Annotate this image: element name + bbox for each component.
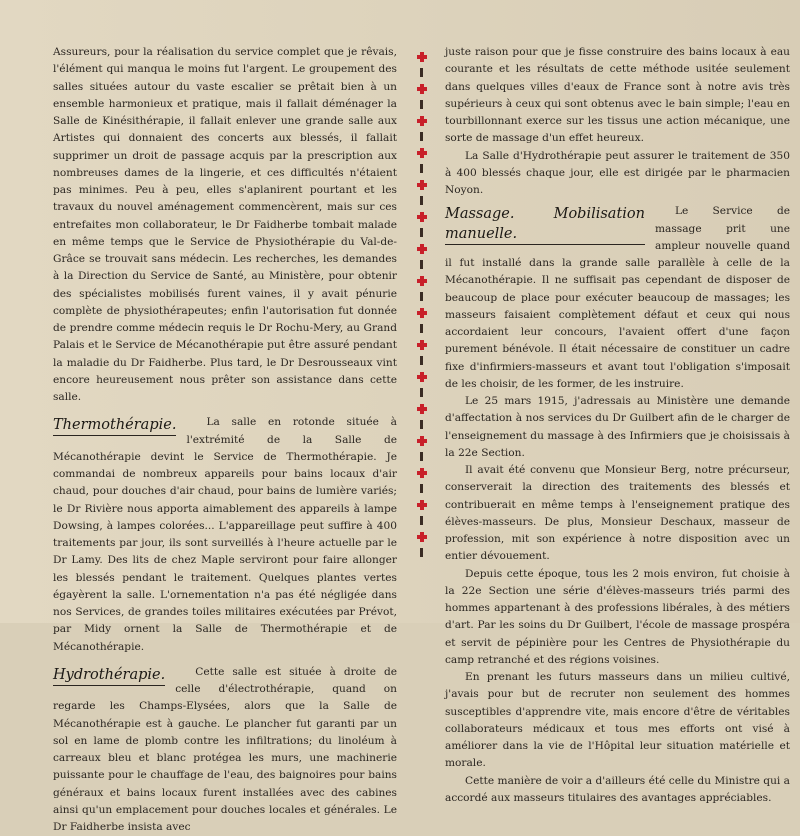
divider-bar [420,484,423,493]
red-cross-icon [417,404,427,414]
heading-massage: Massage. Mobilisation manuelle. [445,203,645,245]
red-cross-icon [417,148,427,158]
paragraph-ministre: Cette manière de voir a d'ailleurs été celle du Ministre qui a accordé aux masseurs titulaires des avantages appréciables. [445,774,790,804]
heading-hydrotherapie: Hydrothérapie. [53,664,165,686]
section-thermotherapie [53,414,397,656]
red-cross-icon [417,244,427,254]
red-cross-icon [417,532,427,542]
divider-bar [420,132,423,141]
red-cross-icon [417,276,427,286]
section-massage [445,203,790,393]
divider-bar [420,324,423,333]
red-cross-icon [417,116,427,126]
red-cross-icon [417,212,427,222]
paragraph-berg: Il avait été convenu que Monsieur Berg, notre précurseur, conserverait la direction des traitements des blessés et contribuerait en même temps à l'enseignement pratique des élèves-masseurs. De plus, Monsieur Deschaux, masseur de profession, mit son expérience à notre disposition avec un entier dévouement. [445,464,790,563]
red-cross-icon [417,500,427,510]
divider-bar [420,196,423,205]
paragraph-thermotherapie: La salle en rotonde située à l'extrémité de la Salle de Mécanothérapie devint le Service de Thermothérapie. Je commandai de nombreux appareils pour bains locaux d'air chaud, pour douches d'air chaud, pour bains de lumière variés; le Dr Rivière nous apporta aimablement des appareils à lampe Dowsing, à lampes colorées... L'appareillage peut suffire à 400 traitements par jour, ils sont surveillés à l'heure actuelle par le Dr Lamy. Des lits de chez Maple serviront pour faire allonger les blessés pendant le traitement. Quelques plantes vertes égayèrent la salle. L'ornementation n'a pas été négligée dans nos Services, de grandes toiles militaires exécutées par Prévot, par Midy ornent la Salle de Thermothérapie et de Mécanothérapie. [53,416,397,653]
section-hydrotherapie [53,664,397,836]
paragraph-massage: Le Service de massage prit une ampleur nouvelle quand il fut installé dans la grande salle parallèle à celle de la Mécanothérapie. Il ne suffisait pas cependant de disposer de beaucoup de place pour exécuter beaucoup de massages; les masseurs faisaient complètement défaut et ceux qui nous accordaient leur concours, l'avaient offert d'une façon purement bénévole. Il était nécessaire de constituer un cadre fixe d'infirmiers-masseurs et avant tout l'obligation s'imposait de les choisir, de les former, de les instruire. [445,205,790,390]
divider-bar [420,420,423,429]
red-cross-icon [417,52,427,62]
red-cross-divider [414,44,430,564]
red-cross-icon [417,436,427,446]
red-cross-icon [417,340,427,350]
left-column [53,44,397,836]
heading-thermotherapie: Thermothérapie. [53,414,176,436]
red-cross-icon [417,372,427,382]
right-column [445,44,790,807]
paragraph-guilbert: Le 25 mars 1915, j'adressais au Ministère une demande d'affectation à nos services du Dr Guilbert afin de le charger de l'enseignement du massage à des Infirmiers que je choisissais à la 22e Section. [445,395,790,459]
paragraph-bains-locaux: juste raison pour que je fisse construire des bains locaux à eau courante et les résultats de cette méthode usitée seulement dans quelques villes d'eaux de France sont à notre avis très supérieurs à ceux qui sont obtenus avec le bain simple; l'eau en tourbillonnant exerce sur les tissus une action mécanique, une sorte de massage d'un effet heureux. [445,46,790,145]
paragraph-recrutement: En prenant les futurs masseurs dans un milieu cultivé, j'avais pour but de recruter non seulement des hommes susceptibles d'apprendre vite, mais encore d'être de véritables collaborateurs médicaux et tous mes efforts ont visé à améliorer dans la vie de l'Hôpital leur situation matérielle et morale. [445,671,790,770]
divider-bar [420,452,423,461]
divider-bar [420,228,423,237]
divider-bar [420,548,423,557]
paragraph-hydrotherapie: Cette salle est située à droite de celle d'électrothérapie, quand on regarde les Champs-Elysées, alors que la Salle de Mécanothérapie est à gauche. Le plancher fut garanti par un sol en lame de plomb contre les infiltrations; du linoléum à carreaux bleu et blanc protégea les murs, une machinerie puissante pour le chauffage de l'eau, des baignoires pour bains généraux et bains locaux furent installées avec des cabines ainsi qu'un emplacement pour douches locales et générales. Le Dr Faidherbe insista avec [53,665,397,833]
divider-bar [420,516,423,525]
paragraph-mecanotherapie: Assureurs, pour la réalisation du service complet que je rêvais, l'élément qui manqua le moins fut l'argent. Le groupement des salles situées autour du vaste escalier se prêtait bien à un ensemble harmonieux et pratique, mais il fallait déménager la Salle de Kinésithérapie, il fallait enlever une grande salle aux Artistes qui donnaient des concerts aux blessés, il fallait supprimer un droit de passage acquis par la prescription aux nombreuses dames de la lingerie, et ces difficultés n'étaient pas minimes. Peu à peu, elles s'aplanirent pourtant et les travaux du nouvel aménagement commencèrent, mais sur ces entrefaites mon collaborateur, le Dr Faidherbe tombait malade en même temps que le Service de Physiothérapie du Val-de-Grâce se trouvait sans médecin. Les recherches, les demandes à la Direction du Service de Santé, au Ministère, pour obtenir des spécialistes mobilisés furent vaines, il y avait pénurie complète de physiothérapeutes; enfin l'autorisation fut donnée de prendre comme médecin requis le Dr Rochu-Mery, au Grand Palais et le Service de Mécanothérapie put être assuré pendant la maladie du Dr Faidherbe. Plus tard, le Dr Desrousseaux vint encore heureusement nous prêter son assistance dans cette salle. [53,46,397,403]
divider-bar [420,292,423,301]
divider-bar [420,100,423,109]
divider-bar [420,260,423,269]
red-cross-icon [417,468,427,478]
red-cross-icon [417,308,427,318]
red-cross-icon [417,180,427,190]
divider-bar [420,164,423,173]
divider-bar [420,388,423,397]
red-cross-icon [417,84,427,94]
divider-bar [420,356,423,365]
paragraph-eleves: Depuis cette époque, tous les 2 mois environ, fut choisie à la 22e Section une série d'élèves-masseurs triés parmi des hommes appartenant à des professions libérales, à des métiers d'art. Par les soins du Dr Guilbert, l'école de massage prospéra et servit de pépinière pour les Centres de Physiothérapie du camp retranché et des régions voisines. [445,567,790,666]
paragraph-hydrotherapie-capacite: La Salle d'Hydrothérapie peut assurer le traitement de 350 à 400 blessés chaque jour, elle est dirigée par le pharmacien Noyon. [445,149,790,196]
divider-bar [420,68,423,77]
